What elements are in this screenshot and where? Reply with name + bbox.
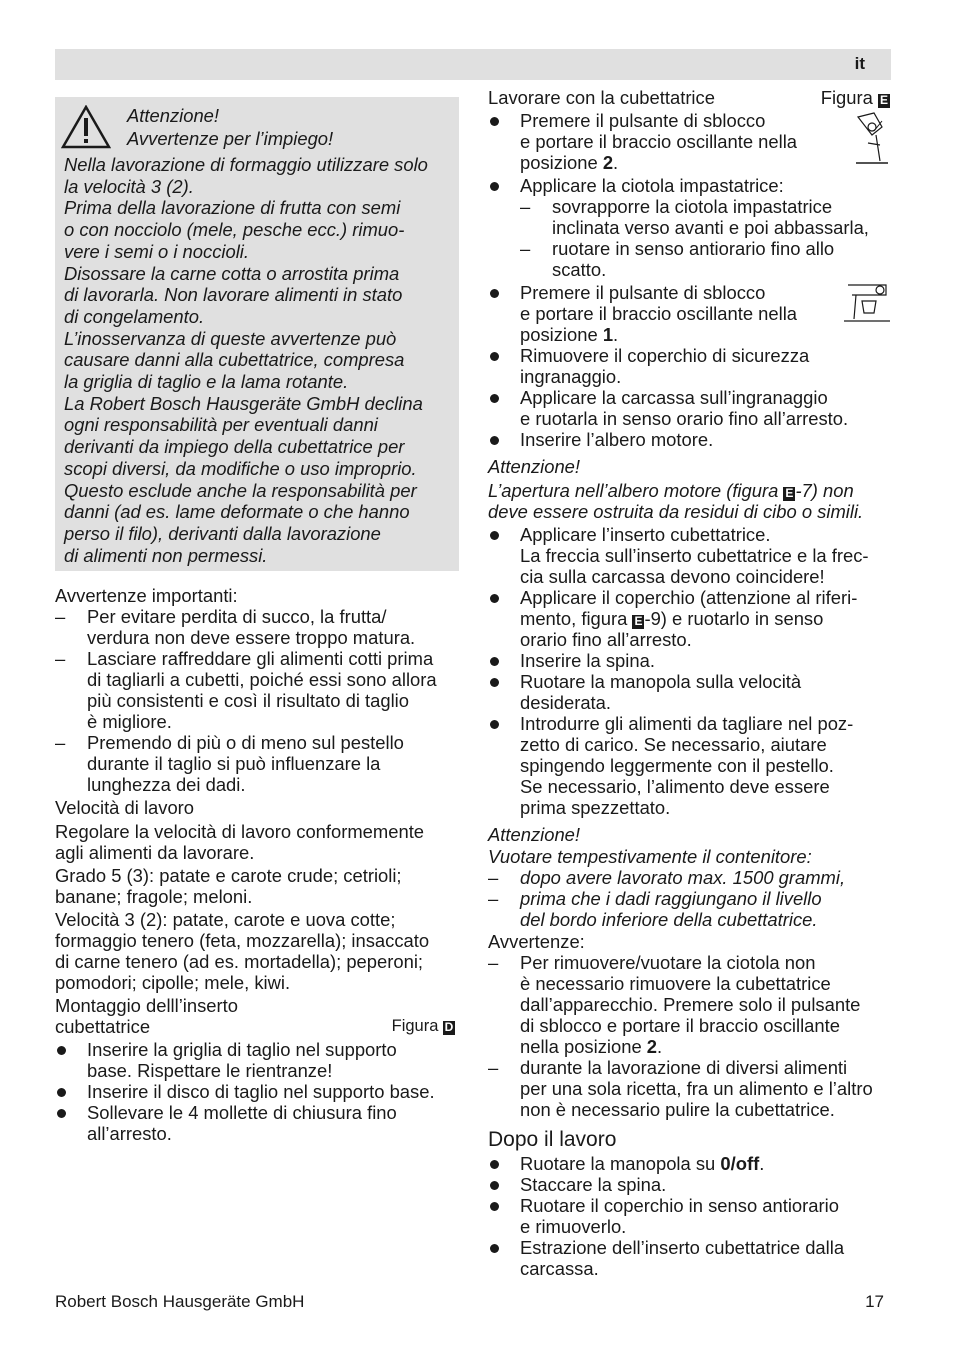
warning-title: Attenzione! — [127, 105, 220, 126]
speed3-line: di carne tenero (ad es. mortadella); peperoni; — [55, 951, 424, 972]
bullet-dot-icon — [57, 1109, 66, 1118]
speed-text-line: agli alimenti da lavorare. — [55, 842, 255, 863]
warning-line: scopi diversi, da modifiche o uso improprio. — [64, 457, 417, 479]
list-item: Premere il pulsante di sblocco e portare il braccio oscillante nella posizione 2. — [488, 110, 892, 173]
attention-line: deve essere ostruita da residui di cibo o simili. — [488, 501, 864, 522]
warning-subtitle: Avvertenze per l’impiego! — [127, 128, 334, 149]
list-item: Staccare la spina. — [488, 1174, 892, 1195]
bullet-dot-icon — [490, 720, 499, 729]
bullet-dot-icon — [490, 117, 499, 126]
attention-title: Attenzione! — [488, 824, 581, 845]
warning-line: Questo esclude anche la responsabilità per — [64, 479, 417, 501]
warning-line: perso il filo), derivanti dalla lavorazione — [64, 522, 381, 544]
assembly-title: Montaggio delll’inserto — [55, 995, 238, 1016]
warning-line: di alimenti non permessi. — [64, 544, 268, 566]
right-column — [488, 87, 892, 1279]
list-item: Inserire la spina. — [488, 650, 892, 671]
speed-title: Velocità di lavoro — [55, 797, 195, 818]
bullet-dot-icon — [490, 289, 499, 298]
warning-line: di lavorarla. Non lavorare alimenti in stato — [64, 284, 403, 306]
list-item: Rimuovere il coperchio di sicurezza ingranaggio. — [488, 345, 892, 387]
bullet-dot-icon — [490, 531, 499, 540]
bullet-dot-icon — [57, 1046, 66, 1055]
list-item: Applicare la carcassa sull’ingranaggio e ruotarla in senso orario fino all’arresto. — [488, 387, 892, 429]
list-item: Ruotare la manopola sulla velocità desiderata. — [488, 671, 892, 713]
speed3-paragraph: Velocità 3 (2): patate, carote e uova cotte; — [55, 909, 396, 930]
bullet-dot-icon — [490, 352, 499, 361]
list-item: Premere il pulsante di sblocco e portare il braccio oscillante nella posizione 1. — [488, 282, 892, 345]
assembly-title-2: cubettatrice — [55, 1016, 151, 1037]
warning-line: Prima della lavorazione di frutta con semi — [64, 197, 401, 219]
list-item: Applicare la ciotola impastatrice: — [488, 175, 892, 196]
warning-line: derivanti da impiego della cubettatrice per — [64, 436, 405, 458]
warning-line: la griglia di taglio e la lama rotante. — [64, 371, 349, 393]
sub-item: – prima che i dadi raggiungano il livello del bordo inferiore della cubettatrice. — [488, 888, 822, 930]
warning-line: di congelamento. — [64, 305, 205, 327]
list-item: Inserire l’albero motore. — [488, 429, 892, 450]
bullet-dot-icon — [490, 394, 499, 403]
warning-line: la velocità 3 (2). — [64, 175, 194, 197]
after-work-title: Dopo il lavoro — [488, 1128, 617, 1151]
work-title: Lavorare con la cubettatrice — [488, 87, 715, 108]
list-item: Applicare il coperchio (attenzione al riferi- mento, figura E -9) e ruotarlo in senso orario fino all’arresto. — [488, 587, 892, 650]
bullet-dot-icon — [490, 657, 499, 666]
warning-line: Disossare la carne cotta o arrostita prima — [64, 262, 400, 284]
attention-line: Vuotare tempestivamente il contenitore: — [488, 846, 812, 867]
sub-item: – Per rimuovere/vuotare la ciotola non è necessario rimuovere la cubettatrice dall’apparecchio. Premere solo il pulsante di sblocco e portare il braccio oscillante nella posizione 2. — [488, 952, 861, 1057]
figure-letter-icon: E — [879, 93, 888, 107]
left-column — [55, 585, 465, 1144]
list-item: Inserire la griglia di taglio nel supporto base. Rispettare le rientranze! — [55, 1039, 465, 1081]
sub-item: – durante la lavorazione di diversi alimenti per una sola ricetta, fra un alimento e l’altro non è necessario pulire la cubettatrice. — [488, 1057, 873, 1120]
warning-line: L’inosservanza di queste avvertenze può — [64, 327, 397, 349]
speed3-line: formaggio tenero (feta, mozzarella); insaccato — [55, 930, 430, 951]
warning-box — [55, 97, 459, 571]
warning-line: causare danni alla cubettatrice, compresa — [64, 349, 405, 371]
list-item: – Lasciare raffreddare gli alimenti cotti prima di tagliarli a cubetti, poiché essi sono allora più consistenti e così il risultato di taglio è migliore. — [55, 648, 437, 732]
important-title: Avvertenze importanti: — [55, 585, 238, 606]
bullet-dot-icon — [490, 1181, 499, 1190]
sub-item: – sovrapporre la ciotola impastatrice inclinata verso avanti e poi abbassarla, — [520, 196, 869, 238]
bullet-dot-icon — [490, 678, 499, 687]
warning-line: o con nocciolo (mele, pesche ecc.) rimuo- — [64, 219, 405, 241]
bullet-dot-icon — [490, 1202, 499, 1211]
warning-line: Nella lavorazione di formaggio utilizzare solo — [64, 154, 428, 175]
attention-title: Attenzione! — [488, 456, 581, 477]
attention-line: L’apertura nell’albero motore (figura E -7) non — [488, 480, 854, 501]
notes-title: Avvertenze: — [488, 931, 585, 952]
bullet-dot-icon — [490, 1244, 499, 1253]
figure-letter-icon: E — [634, 614, 643, 628]
list-item: Ruotare la manopola su 0/off. — [488, 1153, 892, 1174]
header-bar — [55, 49, 891, 80]
bullet-dot-icon — [490, 182, 499, 191]
list-item: Introdurre gli alimenti da tagliare nel poz- zetto di carico. Se necessario, aiutare spingendo leggermente con il pestello. Se necessario, l’alimento deve essere prima spezzettato. — [488, 713, 892, 818]
bullet-dot-icon — [490, 594, 499, 603]
speed-text-line: Regolare la velocità di lavoro conformemente — [55, 821, 425, 842]
list-item: Applicare l’inserto cubettatrice. La freccia sull’inserto cubettatrice e la frec- cia sulla carcassa devono coincidere! — [488, 524, 892, 587]
list-item: Sollevare le 4 mollette di chiusura fino all’arresto. — [55, 1102, 465, 1144]
warning-line: La Robert Bosch Hausgeräte GmbH declina — [64, 392, 423, 414]
page-number: 17 — [865, 1292, 884, 1311]
grade5-paragraph: Grado 5 (3): patate e carote crude; cetrioli; — [55, 865, 402, 886]
figure-ref: Figura E — [820, 87, 888, 108]
list-item: – Premendo di più o di meno sul pestello durante il taglio si può influenzare la lunghezza dei dadi. — [55, 732, 404, 795]
bullet-dot-icon — [490, 1160, 499, 1169]
warning-line: danni (ad es. lame deformate o che hanno — [64, 501, 410, 523]
footer-company: Robert Bosch Hausgeräte GmbH — [55, 1292, 305, 1311]
speed3-line: pomodori; cipolle; mele, kiwi. — [55, 972, 291, 993]
language-code: it — [854, 54, 865, 73]
warning-line: ogni responsabilità per eventuali danni — [64, 414, 378, 436]
grade5-line: banane; fragole; meloni. — [55, 886, 253, 907]
sub-item: – ruotare in senso antiorario fino allo scatto. — [520, 238, 835, 280]
sub-item: – dopo avere lavorato max. 1500 grammi, — [488, 867, 846, 888]
list-item: Inserire il disco di taglio nel supporto base. — [55, 1081, 465, 1102]
list-item: Estrazione dell’inserto cubettatrice dalla carcassa. — [488, 1237, 892, 1279]
list-item: Ruotare il coperchio in senso antiorario e rimuoverlo. — [488, 1195, 892, 1237]
figure-letter-icon: D — [444, 1020, 454, 1034]
list-item: – Per evitare perdita di succo, la frutta/ verdura non deve essere troppo matura. — [55, 606, 416, 648]
bullet-dot-icon — [490, 436, 499, 445]
figure-ref: Figura D — [391, 1017, 454, 1035]
bullet-dot-icon — [57, 1088, 66, 1097]
warning-triangle-icon — [61, 105, 111, 149]
warning-line: vere i semi o i noccioli. — [64, 240, 249, 262]
figure-letter-icon: E — [785, 486, 794, 500]
